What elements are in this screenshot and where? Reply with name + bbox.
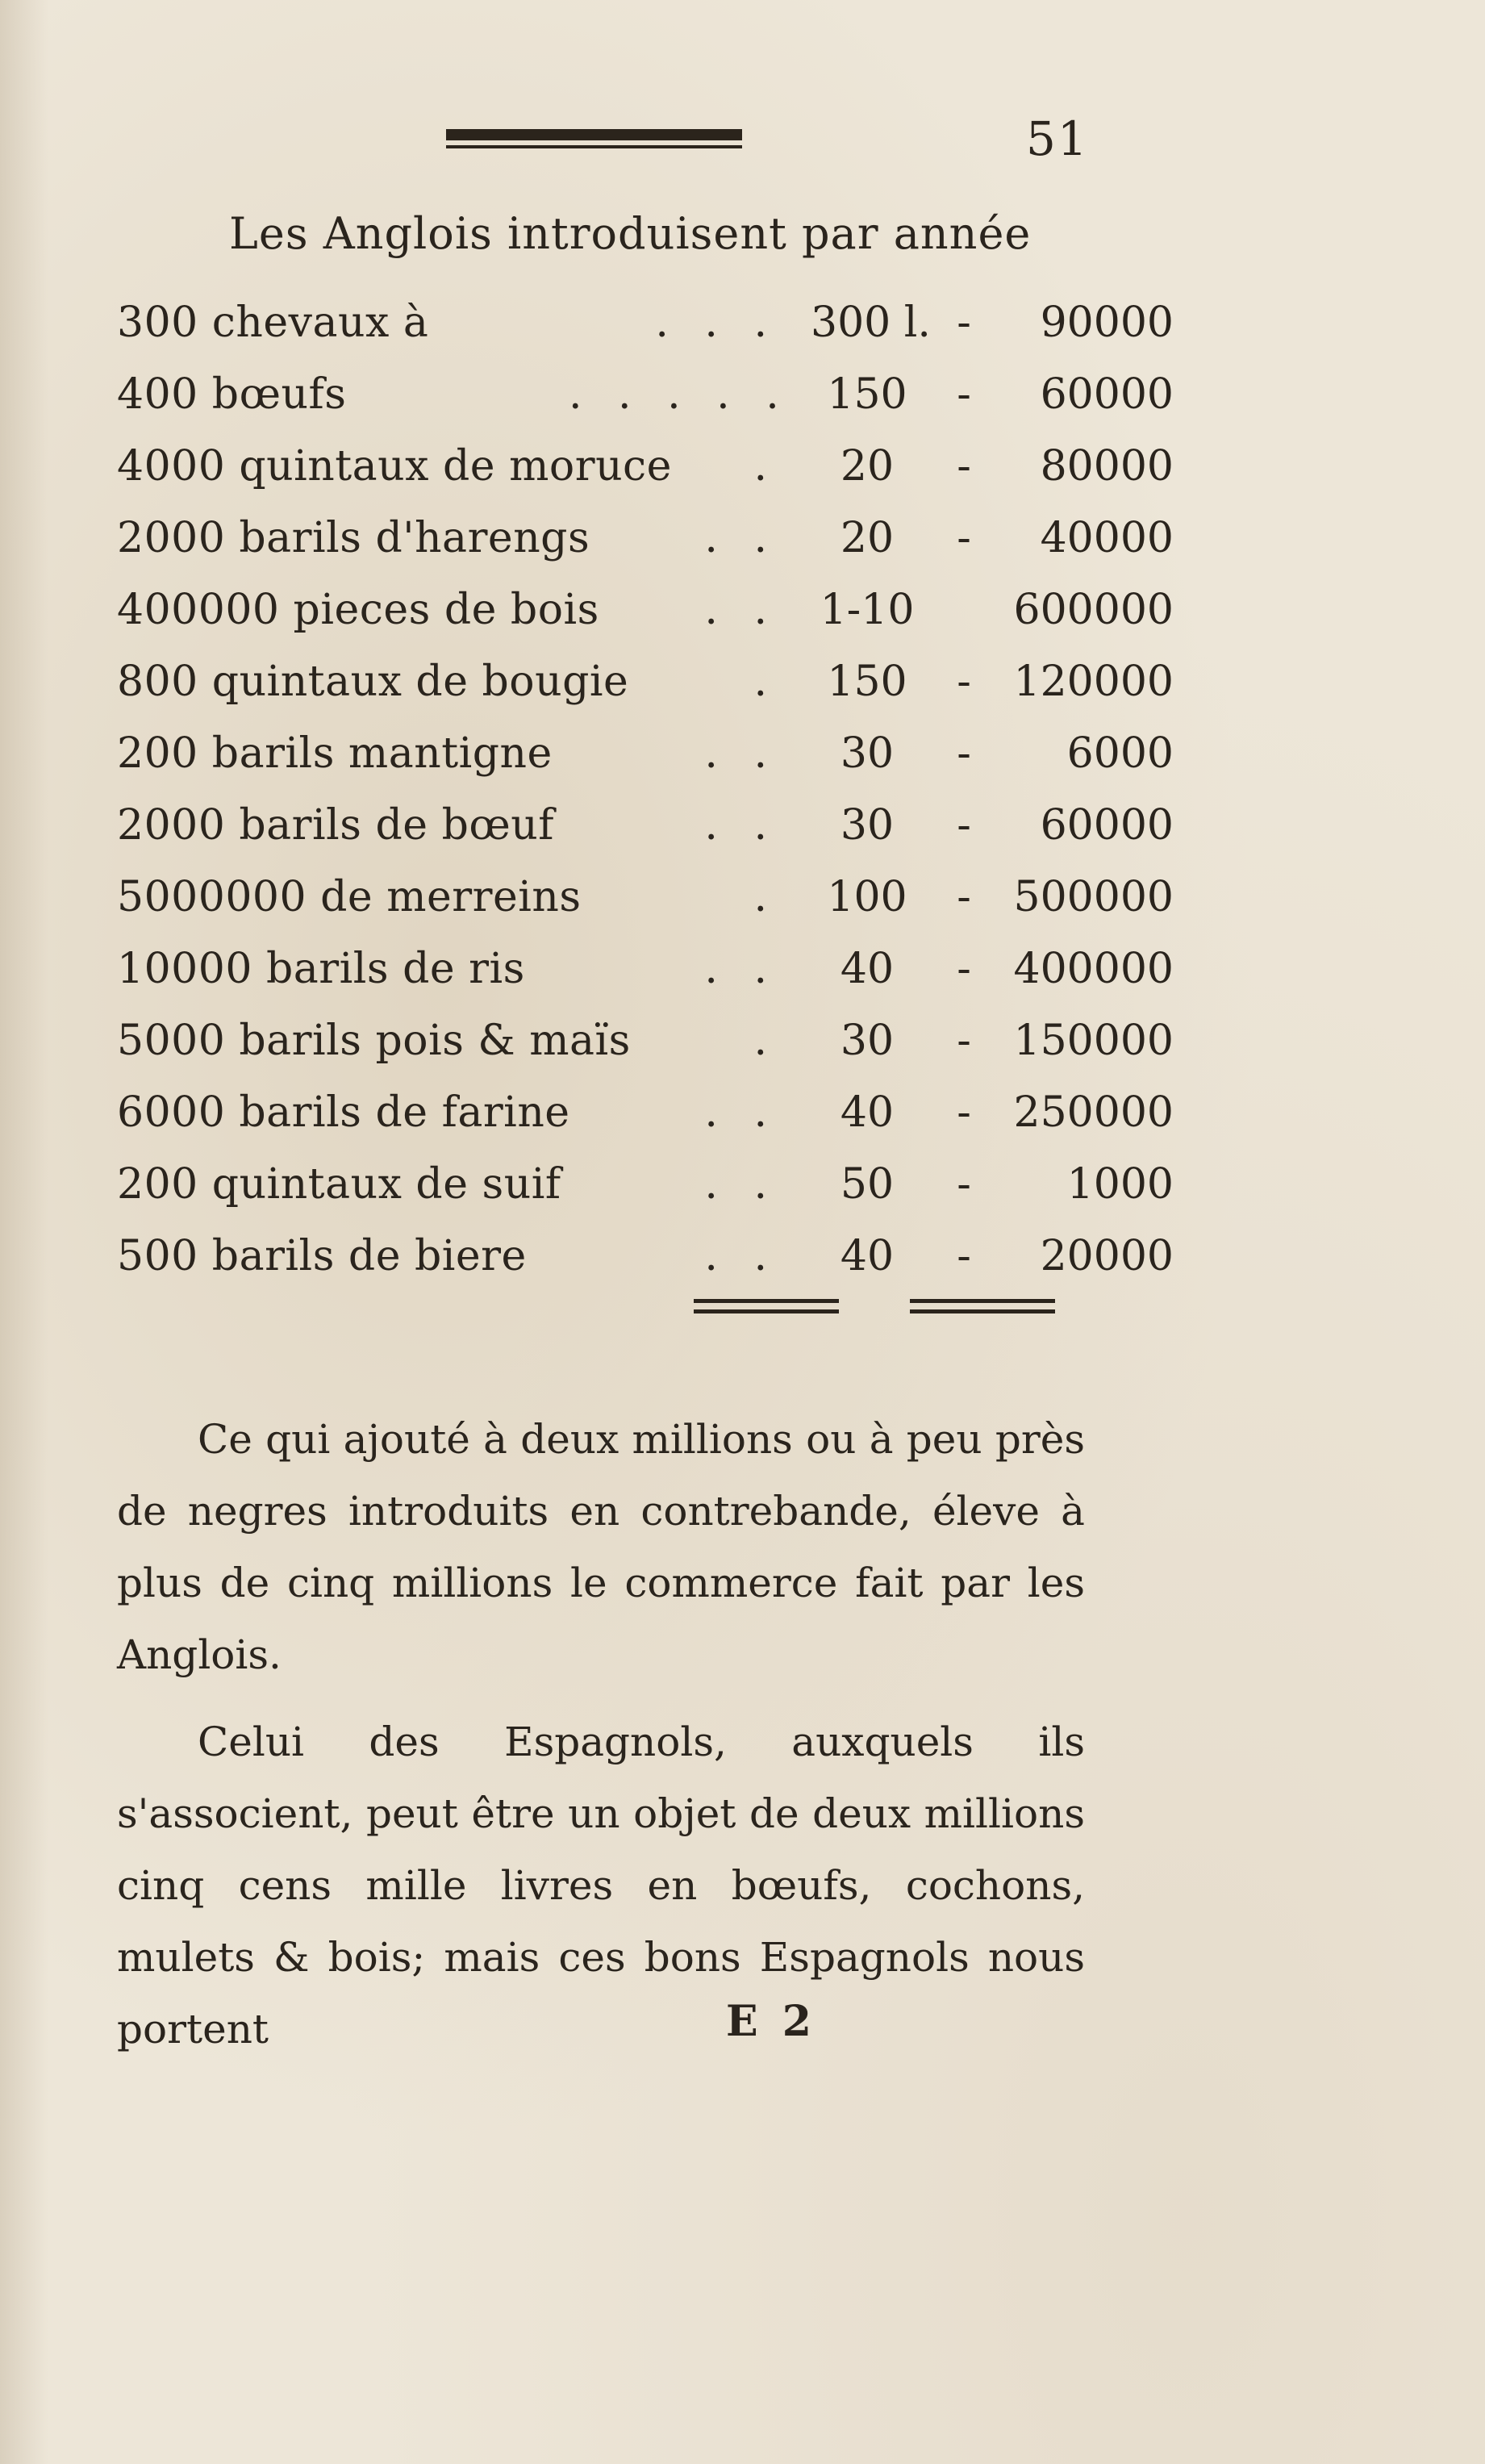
row-total: 80000 (1040, 442, 1174, 491)
row-price: 150 (827, 658, 907, 706)
row-desc: 200 quintaux de suif (117, 1160, 561, 1209)
row-price: 30 (840, 729, 895, 778)
table-row (117, 1005, 1174, 1077)
row-total: 90000 (1040, 299, 1174, 347)
page-fold-shadow (0, 0, 48, 2464)
row-desc: 400000 pieces de bois (117, 586, 599, 634)
price-sum-rule (694, 1299, 839, 1323)
row-total: 600000 (1013, 586, 1174, 634)
page-number: 51 (1026, 111, 1089, 166)
row-dash: - (957, 1160, 971, 1209)
row-price: 30 (840, 801, 895, 850)
table-row (117, 646, 1174, 718)
table-row (117, 1221, 1174, 1293)
row-dots: . (753, 1017, 778, 1065)
row-dots: . . . (655, 299, 778, 347)
header-rule (446, 129, 742, 148)
table-row (117, 1077, 1174, 1149)
row-total: 60000 (1040, 801, 1174, 850)
row-dots: . . (704, 945, 778, 993)
row-dash: - (957, 442, 971, 491)
row-dash: - (957, 1017, 971, 1065)
table-row (117, 933, 1174, 1005)
row-price: 40 (840, 945, 895, 993)
paragraph-1-text: Ce qui ajouté à deux millions ou à peu près de negres introduits en contrebande, éleve à plus de cinq millions le commerce fait par les Anglois. (117, 1416, 1085, 1678)
row-desc: 400 bœufs (117, 370, 347, 419)
table-row (117, 503, 1174, 574)
row-dash: - (957, 1232, 971, 1280)
table-row (117, 359, 1174, 431)
row-total: 6000 (1066, 729, 1174, 778)
row-price: 40 (840, 1232, 895, 1280)
row-dash: - (957, 873, 971, 921)
table-row (117, 1149, 1174, 1221)
row-desc: 200 barils mantigne (117, 729, 553, 778)
row-dots: . (753, 658, 778, 706)
row-total: 120000 (1013, 658, 1174, 706)
row-desc: 2000 barils d'harengs (117, 514, 590, 562)
signature-mark: E 2 (726, 1997, 816, 2046)
row-desc: 6000 barils de farine (117, 1088, 570, 1137)
table-row (117, 431, 1174, 503)
paragraph-1 (117, 1404, 1085, 1691)
row-price: 50 (840, 1160, 895, 1209)
row-price: 100 (827, 873, 907, 921)
row-dots: . (753, 442, 778, 491)
row-desc: 500 barils de biere (117, 1232, 527, 1280)
row-total: 40000 (1040, 514, 1174, 562)
row-desc: 2000 barils de bœuf (117, 801, 555, 850)
row-dash: - (957, 658, 971, 706)
row-dash: - (957, 299, 971, 347)
table-row (117, 574, 1174, 646)
total-sum-rule (910, 1299, 1055, 1323)
row-price: 150 (827, 370, 907, 419)
row-dots: . (753, 873, 778, 921)
row-price: 20 (840, 514, 895, 562)
table-row (117, 718, 1174, 790)
row-dash: - (957, 801, 971, 850)
row-desc: 10000 barils de ris (117, 945, 525, 993)
row-dots: . . . . . (569, 370, 790, 419)
row-price: 40 (840, 1088, 895, 1137)
row-total: 500000 (1013, 873, 1174, 921)
trade-table (117, 287, 1174, 1293)
paragraph-2 (117, 1706, 1085, 2065)
row-desc: 800 quintaux de bougie (117, 658, 629, 706)
row-total: 20000 (1040, 1232, 1174, 1280)
table-row (117, 790, 1174, 862)
row-total: 1000 (1066, 1160, 1174, 1209)
row-desc: 300 chevaux à (117, 299, 429, 347)
row-price: 1-10 (820, 586, 915, 634)
row-total: 150000 (1013, 1017, 1174, 1065)
row-dots: . . (704, 801, 778, 850)
row-dots: . . (704, 729, 778, 778)
row-total: 250000 (1013, 1088, 1174, 1137)
row-dash: - (957, 729, 971, 778)
row-dash: - (957, 945, 971, 993)
row-price: 300 l. (811, 299, 931, 347)
row-dots: . . (704, 514, 778, 562)
row-desc: 5000 barils pois & maïs (117, 1017, 631, 1065)
row-total: 400000 (1013, 945, 1174, 993)
row-dots: . . (704, 1160, 778, 1209)
table-intro: Les Anglois introduisent par année (229, 208, 1032, 259)
table-row (117, 862, 1174, 933)
row-dash: - (957, 370, 971, 419)
paragraph-2-text: Celui des Espagnols, auxquels ils s'associent, peut être un objet de deux millions cinq cens mille livres en bœufs, cochons, mulets & bois; mais ces bons Espagnols nous portent (117, 1719, 1085, 2053)
row-dash: - (957, 1088, 971, 1137)
row-total: 60000 (1040, 370, 1174, 419)
row-price: 30 (840, 1017, 895, 1065)
row-dots: . . (704, 586, 778, 634)
row-dash: - (957, 514, 971, 562)
table-row (117, 287, 1174, 359)
row-price: 20 (840, 442, 895, 491)
row-dots: . . (704, 1088, 778, 1137)
row-desc: 5000000 de merreins (117, 873, 582, 921)
row-desc: 4000 quintaux de moruce (117, 442, 672, 491)
row-dots: . . (704, 1232, 778, 1280)
